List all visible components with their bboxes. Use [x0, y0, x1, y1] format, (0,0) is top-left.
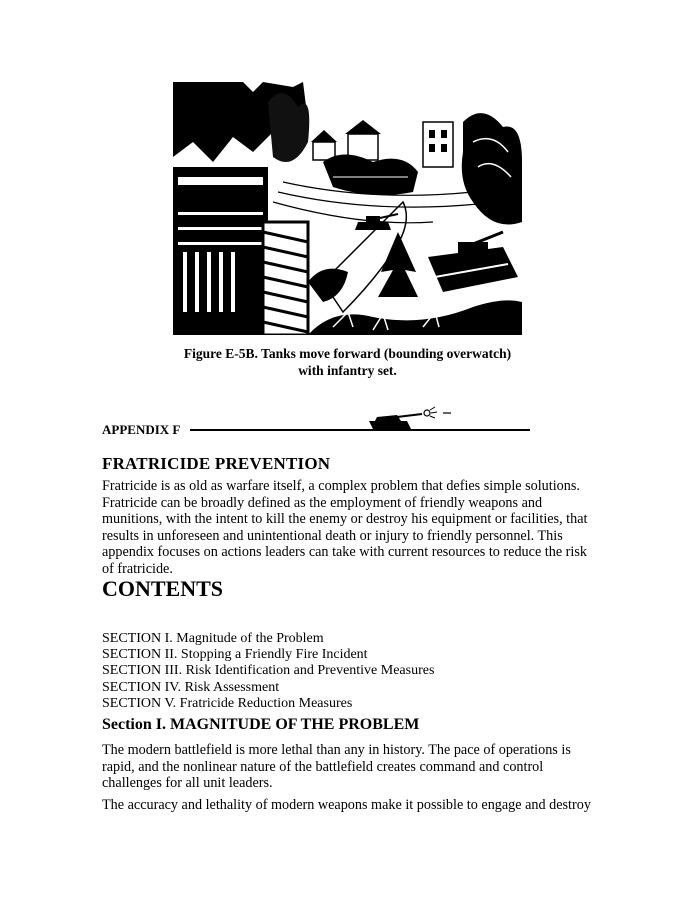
toc-item: SECTION I. Magnitude of the Problem [102, 631, 324, 646]
table-of-contents [102, 631, 434, 712]
tank-firing-icon [367, 405, 462, 433]
contents-heading: CONTENTS [102, 576, 224, 601]
figure-illustration [173, 82, 522, 335]
figure-caption-line2: with infantry set. [298, 363, 397, 378]
toc-item: SECTION III. Risk Identification and Preventive Measures [102, 663, 435, 679]
figure-caption-line1: Figure E-5B. Tanks move forward (bounding overwatch) [183, 346, 512, 361]
appendix-header [102, 400, 502, 440]
section1-heading: Section I. MAGNITUDE OF THE PROBLEM [102, 716, 420, 733]
section-heading-fratricide: FRATRICIDE PREVENTION [102, 454, 331, 473]
toc-item: SECTION V. Fratricide Reduction Measures [102, 695, 353, 711]
toc-item: SECTION II. Stopping a Friendly Fire Incident [102, 647, 368, 663]
appendix-rule [190, 429, 530, 431]
tank-scene-drawing [173, 82, 522, 335]
intro-paragraph: Fratricide is as old as warfare itself, a complex problem that defies simple solutions. Fratricide can be broadly defined as the employment of friendly weapons and munitions, with the intent to kill the enemy or destroy his equipment or facilities, that results in unforeseen and unintentional death or injury to friendly personnel. This appendix focuses on actions leaders can take with current resources to reduce the risk of fratricide. [102, 478, 588, 577]
section1-paragraph2: The accuracy and lethality of modern weapons make it possible to engage and destroy [102, 797, 591, 813]
toc-item: SECTION IV. Risk Assessment [102, 679, 280, 695]
section1-paragraph1: The modern battlefield is more lethal than any in history. The pace of operations is rapid, and the nonlinear nature of the battlefield creates command and control challenges for all unit leaders. [102, 742, 571, 791]
appendix-label: APPENDIX F [102, 422, 181, 437]
figure-caption [173, 345, 522, 379]
